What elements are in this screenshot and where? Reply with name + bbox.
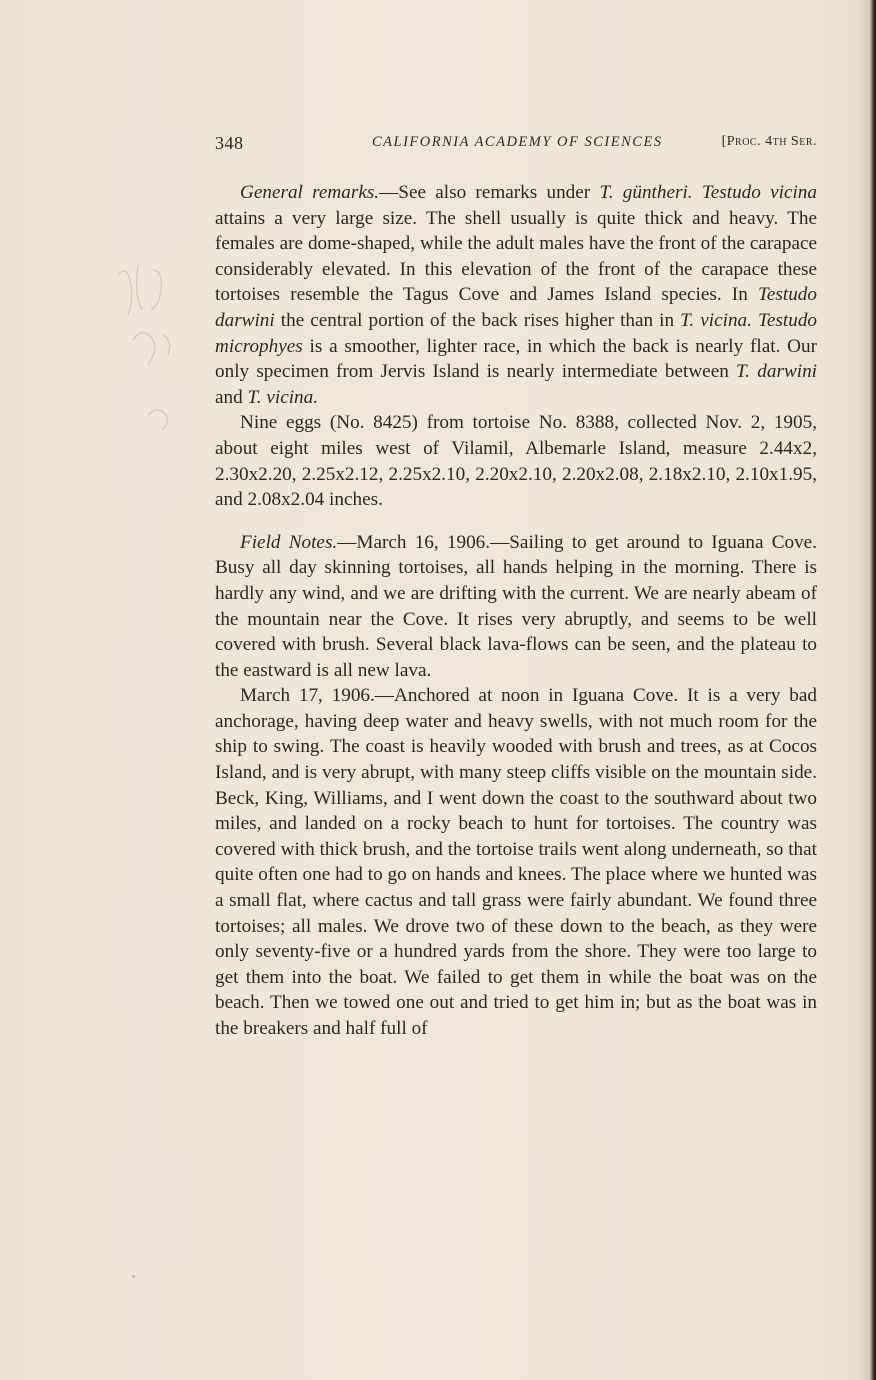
text-run: and: [215, 386, 248, 408]
running-head: [215, 133, 817, 157]
species-ref: T. güntheri.: [599, 182, 693, 203]
paragraph-march-17: March 17, 1906.—Anchored at noon in Iguana Cove. It is a very bad anchorage, having deep water and heavy swells, with not much room for the ship to swing. The coast is heavily wooded with brush and trees, as at Cocos Island, and is very abrupt, with many steep cliffs visible on the mountain side. Beck, King, Williams, and I went down the coast to the southward about two miles, and landed on a rocky beach to hunt for tortoises. The country was covered with thick brush, and the tortoise trails went along underneath, so that quite often one had to go on hands and knees. The place where we hunted was a small flat, where cactus and tall grass were fairly abundant. We found three tortoises; all males. We drove two of these down to the beach, as they were only seventy-five or a hundred yards from the shore. They were too large to get them into the boat. We failed to get them in while the boat was on the beach. Then we towed one out and tried to get him in; but as the boat was in the breakers and half full of: [215, 685, 817, 1039]
paragraph-eggs: Nine eggs (No. 8425) from tortoise No. 8388, collected Nov. 2, 1905, about eight miles west of Vilamil, Albemarle Island, measure 2.44x2, 2.30x2.20, 2.25x2.12, 2.25x2.10, 2.20x2.10, 2.20x2.08, 2.18x2.10, 2.10x1.95, and 2.08x2.04 inches.: [215, 412, 817, 511]
species-name: Testudo microphyes: [215, 309, 818, 357]
paper-speck: [132, 1275, 135, 1278]
species-ref: T. vicina.: [680, 309, 752, 331]
series-label: [Proc. 4th Ser.: [721, 134, 817, 149]
paragraph-general-remarks: [215, 180, 817, 410]
text-run: —March 16, 1906.—Sailing to get around to Iguana Cove. Busy all day skinning tortoises, all hands helping in the morning. There is hardly any wind, and we are drifting with the current. We are nearly abeam of the mountain near the Cove. It rises very abruptly, and seems to be well covered with brush. Several black lava-flows can be seen, and the plateau to the eastward is all new lava.: [215, 531, 817, 681]
gutter-shadow: [856, 0, 870, 1380]
text-run: the central portion of the back rises higher than in: [274, 309, 681, 331]
text-run: —See also remarks under: [379, 182, 600, 203]
species-ref: T. vicina.: [247, 386, 319, 408]
journal-title: CALIFORNIA ACADEMY OF SCIENCES: [372, 134, 663, 150]
species-name: Testudo vicina: [701, 182, 817, 203]
body-text: [215, 180, 817, 1042]
paragraph-field-notes: [215, 530, 817, 684]
species-name: Testudo darwini: [215, 284, 817, 331]
section-label: General remarks.: [240, 182, 380, 203]
text-run: attains a very large size. The shell usually is quite thick and heavy. The females are dome-shaped, while the adult males have the front of the carapace considerably elevated. In this elevation of the front of the carapace these tortoises resemble the Tagus Cove and James Island species. In: [215, 207, 817, 306]
page-edge: [870, 0, 876, 1380]
section-label: Field Notes.: [240, 531, 338, 553]
page-number: 348: [215, 133, 244, 153]
pencil-marginalia: [108, 255, 203, 455]
species-ref: T. darwini: [736, 361, 817, 383]
text-run: is a smoother, lighter race, in which the back is nearly flat. Our only specimen from Jervis Island is nearly intermediate between: [215, 335, 817, 383]
text-run: [693, 182, 702, 203]
